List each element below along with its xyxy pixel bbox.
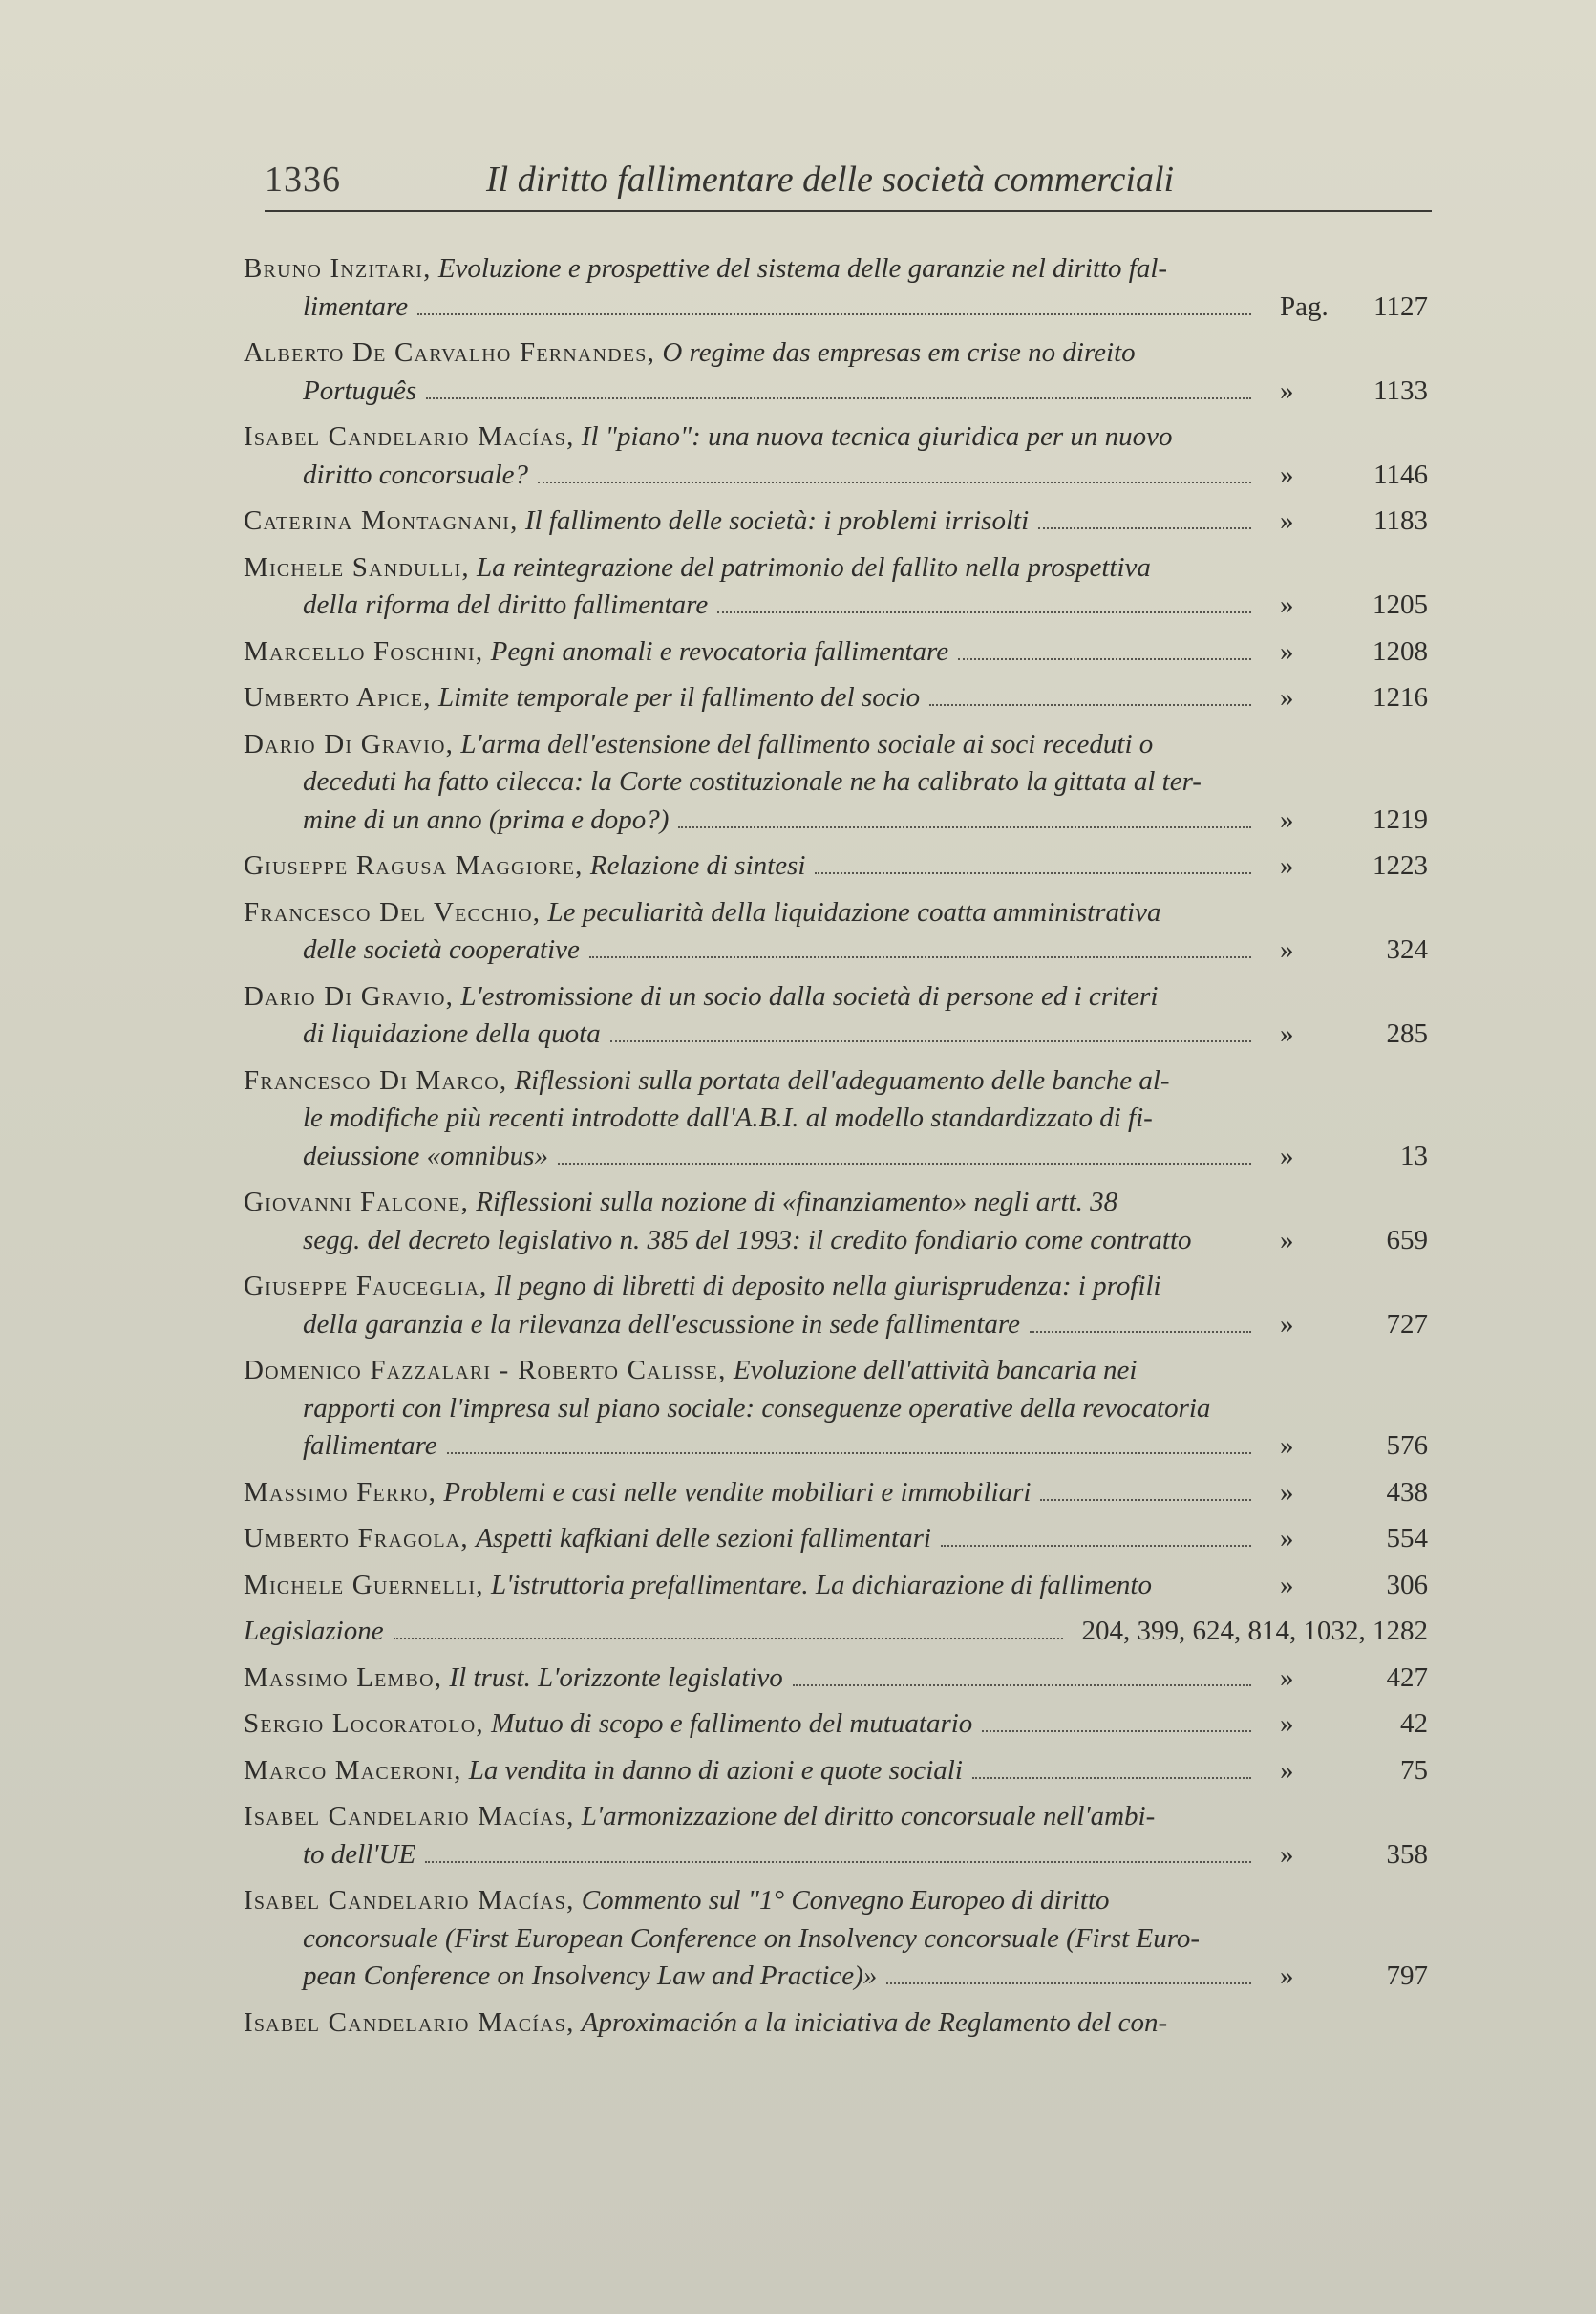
- entry-page-ref: [1261, 802, 1428, 840]
- entry-title-line: Evoluzione dell'attività bancaria nei: [733, 1355, 1138, 1385]
- entry-author: Bruno Inzitari,: [244, 253, 432, 284]
- entry-title-line: pean Conference on Insolvency Law and Practice)»: [303, 1960, 878, 1991]
- page-number-ref: 797: [1386, 1960, 1428, 1991]
- entry-page-ref: [1261, 679, 1428, 718]
- entry-title-line: segg. del decreto legislativo n. 385 del 1993: il credito fondiario come contratto: [303, 1224, 1192, 1255]
- entry-author: Giovanni Falcone,: [244, 1187, 470, 1217]
- page-marker: »: [1280, 1708, 1294, 1739]
- page-number-ref: 659: [1386, 1224, 1428, 1255]
- toc-entry-line: [244, 679, 1428, 718]
- toc-entry-line: [244, 418, 1428, 457]
- page-marker: »: [1280, 1838, 1294, 1870]
- dot-leader: [538, 466, 1251, 483]
- toc-entry-line: [244, 1613, 1428, 1651]
- toc-entry-line: [244, 726, 1428, 764]
- entry-author: Massimo Lembo,: [244, 1661, 443, 1693]
- page-marker: »: [1280, 1018, 1294, 1049]
- entry-author: Giuseppe Fauceglia,: [244, 1271, 488, 1301]
- toc-entry-line: [244, 1752, 1428, 1790]
- entry-title-line: Relazione di sintesi: [589, 850, 806, 881]
- dot-leader: [941, 1530, 1251, 1547]
- entry-title-line: di liquidazione della quota: [303, 1018, 601, 1049]
- toc-entry-line: [244, 457, 1428, 495]
- toc-entry-line: [244, 1390, 1428, 1428]
- entry-page-ref: [1261, 1660, 1428, 1698]
- dot-leader: [717, 596, 1251, 613]
- entry-title-line: Problemi e casi nelle vendite mobiliari e immobiliari: [443, 1476, 1032, 1508]
- toc-entry-line: [244, 1520, 1428, 1558]
- dot-leader: [972, 1762, 1251, 1779]
- toc-entry-line: [244, 932, 1428, 970]
- entry-title-line: della garanzia e la rilevanza dell'escussione in sede fallimentare: [303, 1308, 1020, 1339]
- entry-title-line: delle società cooperative: [303, 934, 580, 965]
- toc-entry: [244, 1520, 1428, 1558]
- page-marker: »: [1280, 1140, 1294, 1171]
- entry-page-ref: [1261, 932, 1428, 970]
- entry-text: [244, 1752, 963, 1790]
- dot-leader: [886, 1967, 1251, 1984]
- toc-entry-line: [244, 1705, 1428, 1744]
- dot-leader: [982, 1715, 1251, 1732]
- toc-entry: [244, 334, 1428, 410]
- entry-author: Domenico Fazzalari - Roberto Calisse,: [244, 1355, 727, 1385]
- toc-entry: [244, 1752, 1428, 1790]
- entry-title-line: Riflessioni sulla portata dell'adeguamento delle banche al-: [514, 1064, 1170, 1096]
- toc-entry-line: [244, 1567, 1428, 1605]
- toc-entry-line: [244, 549, 1428, 588]
- page-number-ref: 1133: [1373, 375, 1428, 406]
- entry-title-line: L'istruttoria prefallimentare. La dichiarazione di fallimento: [490, 1569, 1152, 1600]
- page-marker: »: [1280, 1476, 1294, 1508]
- dot-leader: [678, 811, 1251, 828]
- entry-page-ref: [1261, 1427, 1428, 1466]
- page-marker: »: [1280, 1523, 1294, 1553]
- toc-entry: [244, 1474, 1428, 1512]
- toc-entry-line: [244, 1474, 1428, 1512]
- toc-entry-line: [244, 1138, 1428, 1176]
- page-marker: »: [1280, 1430, 1294, 1461]
- entry-author: Michele Guernelli,: [244, 1569, 484, 1600]
- book-title: Il diritto fallimentare delle società commerciali: [486, 160, 1175, 200]
- toc-entry-line: [244, 587, 1428, 625]
- entry-author: Sergio Locoratolo,: [244, 1708, 484, 1739]
- dot-leader: [426, 382, 1251, 399]
- page-marker: »: [1280, 1308, 1294, 1339]
- entry-title-line: Português: [303, 375, 417, 406]
- dot-leader: [1161, 1578, 1251, 1594]
- toc-entry-line: [244, 334, 1428, 373]
- entry-author: Alberto De Carvalho Fernandes,: [244, 337, 656, 368]
- toc-entry-line: [244, 2004, 1428, 2043]
- page-number: 1336: [265, 160, 341, 200]
- toc-entry-line: [244, 894, 1428, 932]
- toc-entry: [244, 726, 1428, 840]
- toc-entry-line: [244, 1016, 1428, 1054]
- page-number-ref: 1216: [1373, 682, 1428, 713]
- page-number-ref: 324: [1386, 934, 1428, 965]
- toc-entry: [244, 250, 1428, 326]
- page-number-ref: 42: [1400, 1708, 1428, 1739]
- entry-title-line: L'armonizzazione del diritto concorsuale nell'ambi-: [581, 1801, 1156, 1832]
- page-number-ref: 554: [1386, 1523, 1428, 1553]
- entry-title-line: Il "piano": una nuova tecnica giuridica per un nuovo: [581, 421, 1173, 452]
- entry-title-line: Commento sul "1° Convegno Europeo di diritto: [581, 1885, 1110, 1916]
- toc-entry: [244, 1882, 1428, 1996]
- entry-title-line: diritto concorsuale?: [303, 459, 529, 490]
- toc-entry: [244, 894, 1428, 970]
- dot-leader: [1030, 1316, 1251, 1333]
- entry-author: Isabel Candelario Macías,: [244, 1885, 575, 1916]
- entry-author: Dario Di Gravio,: [244, 980, 455, 1012]
- page-number-ref: 1219: [1373, 803, 1428, 835]
- page-marker: Pag.: [1280, 290, 1329, 322]
- page-number-ref: 306: [1386, 1569, 1428, 1600]
- table-of-contents: [244, 250, 1428, 2050]
- page-marker: »: [1280, 635, 1294, 667]
- page-number-ref: 13: [1400, 1140, 1428, 1171]
- page-number-ref: 1208: [1373, 635, 1428, 667]
- entry-text: [244, 847, 805, 886]
- toc-entry: [244, 1705, 1428, 1744]
- entry-author: Isabel Candelario Macías,: [244, 2006, 575, 2038]
- entry-author: Marco Maceroni,: [244, 1754, 462, 1786]
- toc-entry-legislation: [244, 1613, 1428, 1651]
- toc-entry: [244, 633, 1428, 672]
- entry-text: [244, 679, 920, 718]
- entry-author: Umberto Fragola,: [244, 1523, 469, 1553]
- entry-page-ref: [1261, 1306, 1428, 1344]
- toc-entry: [244, 1352, 1428, 1466]
- dot-leader: [447, 1437, 1251, 1454]
- entry-page-ref: [1261, 1520, 1428, 1558]
- entry-text: [244, 503, 1029, 541]
- entry-text: [244, 1474, 1031, 1512]
- entry-page-ref: [1261, 1752, 1428, 1790]
- dot-leader: [610, 1025, 1251, 1042]
- toc-entry-line: [244, 289, 1428, 327]
- entry-page-ref: [1261, 503, 1428, 541]
- entry-title-line: della riforma del diritto fallimentare: [303, 589, 709, 620]
- dot-leader: [793, 1669, 1251, 1686]
- entry-title-line: Evoluzione e prospettive del sistema delle garanzie nel diritto fal-: [437, 253, 1168, 284]
- entry-text: [244, 1660, 783, 1698]
- toc-entry-line: [244, 1100, 1428, 1138]
- entry-title-line: Le peculiarità della liquidazione coatta amministrativa: [547, 896, 1161, 928]
- entry-title-line: to dell'UE: [303, 1838, 416, 1870]
- toc-entry-line: [244, 373, 1428, 411]
- toc-entry-line: [244, 802, 1428, 840]
- entry-author: Massimo Ferro,: [244, 1476, 437, 1508]
- entry-author: Umberto Apice,: [244, 682, 432, 713]
- entry-page-ref: [1261, 633, 1428, 672]
- page-marker: »: [1280, 459, 1294, 490]
- entry-title-line: Il pegno di libretti di deposito nella giurisprudenza: i profili: [494, 1271, 1161, 1301]
- legislation-label: Legislazione: [244, 1616, 384, 1646]
- entry-title-line: O regime das empresas em crise no direito: [662, 337, 1136, 368]
- toc-entry: [244, 503, 1428, 541]
- page-number-ref: 1223: [1373, 850, 1428, 881]
- page-number-ref: 576: [1386, 1430, 1428, 1461]
- toc-entry-line: [244, 1352, 1428, 1390]
- toc-entry-line: [244, 250, 1428, 289]
- entry-page-ref: [1261, 587, 1428, 625]
- entry-title-line: Riflessioni sulla nozione di «finanziamento» negli artt. 38: [476, 1187, 1118, 1217]
- page-number-ref: 1146: [1373, 459, 1428, 490]
- toc-entry-line: [244, 1268, 1428, 1306]
- page-number-ref: 75: [1400, 1754, 1428, 1786]
- legislation-pages: 204, 399, 624, 814, 1032, 1282: [1081, 1616, 1428, 1646]
- entry-title-line: le modifiche più recenti introdotte dall'A.B.I. al modello standardizzato di fi-: [303, 1103, 1153, 1133]
- entry-author: Giuseppe Ragusa Maggiore,: [244, 850, 584, 881]
- entry-page-ref: [1261, 1474, 1428, 1512]
- toc-entry-line: [244, 763, 1428, 802]
- entry-page-ref: [1261, 373, 1428, 411]
- toc-entry-line: [244, 1222, 1428, 1260]
- entry-page-ref: [1261, 847, 1428, 886]
- entry-page-ref: [1261, 1958, 1428, 1996]
- entry-title-line: concorsuale (First European Conference on Insolvency concorsuale (First Euro-: [303, 1922, 1201, 1954]
- entry-title-line: rapporti con l'impresa sul piano sociale: conseguenze operative della revocatoria: [303, 1392, 1211, 1424]
- page-marker: »: [1280, 1754, 1294, 1786]
- toc-entry: [244, 418, 1428, 494]
- toc-entry-line: [244, 1882, 1428, 1920]
- entry-title-line: La vendita in danno di azioni e quote sociali: [468, 1754, 963, 1786]
- page-marker: »: [1280, 1569, 1294, 1600]
- page-number-ref: 727: [1386, 1308, 1428, 1339]
- toc-entry-line: [244, 978, 1428, 1017]
- dot-leader: [958, 643, 1251, 660]
- entry-author: Caterina Montagnani,: [244, 505, 519, 536]
- entry-page-ref: [1261, 1222, 1428, 1260]
- toc-entry: [244, 679, 1428, 718]
- toc-entry: [244, 1567, 1428, 1605]
- toc-entry-line: [244, 1920, 1428, 1959]
- entry-author: Isabel Candelario Macías,: [244, 1801, 575, 1832]
- entry-title-line: L'estromissione di un socio dalla società di persone ed i criteri: [460, 980, 1159, 1012]
- entry-page-ref: [1261, 1016, 1428, 1054]
- entry-title-line: Il trust. L'orizzonte legislativo: [449, 1661, 783, 1693]
- toc-entry: [244, 1660, 1428, 1698]
- dot-leader: [394, 1622, 1063, 1639]
- entry-title-line: Aspetti kafkiani delle sezioni fallimentari: [476, 1523, 931, 1553]
- entry-text: [244, 1705, 972, 1744]
- entry-author: Isabel Candelario Macías,: [244, 421, 575, 452]
- page-marker: »: [1280, 1661, 1294, 1693]
- entry-author: Michele Sandulli,: [244, 551, 470, 583]
- toc-entry: [244, 978, 1428, 1054]
- entry-title-line: limentare: [303, 290, 409, 322]
- entry-text: [244, 633, 948, 672]
- page-number-ref: 1183: [1373, 505, 1428, 536]
- entry-title-line: Aproximación a la iniciativa de Reglamento del con-: [581, 2006, 1168, 2038]
- entry-title-line: Il fallimento delle società: i problemi irrisolti: [524, 505, 1030, 536]
- toc-entry: [244, 2004, 1428, 2043]
- entry-text: [244, 1520, 931, 1558]
- dot-leader: [1202, 1233, 1251, 1249]
- page-marker: »: [1280, 589, 1294, 620]
- toc-entry: [244, 549, 1428, 625]
- toc-entry-line: [244, 847, 1428, 886]
- entry-title-line: L'arma dell'estensione del fallimento sociale ai soci receduti o: [460, 728, 1154, 760]
- entry-title-line: Pegni anomali e revocatoria fallimentare: [490, 635, 949, 667]
- toc-entry: [244, 1184, 1428, 1259]
- page-marker: »: [1280, 1960, 1294, 1991]
- dot-leader: [425, 1846, 1251, 1863]
- dot-leader: [558, 1147, 1251, 1165]
- dot-leader: [417, 298, 1251, 315]
- entry-page-ref: [1261, 289, 1428, 327]
- toc-entry-line: [244, 1062, 1428, 1101]
- dot-leader: [815, 857, 1251, 874]
- toc-entry-line: [244, 1306, 1428, 1344]
- toc-entry: [244, 1062, 1428, 1176]
- entry-author: Francesco Di Marco,: [244, 1064, 508, 1096]
- toc-entry-line: [244, 1660, 1428, 1698]
- dot-leader: [929, 689, 1251, 706]
- entry-author: Marcello Foschini,: [244, 635, 484, 667]
- entry-author: Francesco Del Vecchio,: [244, 896, 542, 928]
- toc-entry-line: [244, 1184, 1428, 1222]
- running-head: [265, 155, 1432, 212]
- entry-author: Dario Di Gravio,: [244, 728, 455, 760]
- page-number-ref: 438: [1386, 1476, 1428, 1508]
- dot-leader: [589, 941, 1251, 958]
- toc-entry-line: [244, 1836, 1428, 1875]
- toc-entry-line: [244, 503, 1428, 541]
- toc-entry-line: [244, 1958, 1428, 1996]
- entry-page-ref: [1261, 1705, 1428, 1744]
- page-number-ref: 1127: [1373, 290, 1428, 322]
- page-number-ref: 358: [1386, 1838, 1428, 1870]
- entry-title-line: Limite temporale per il fallimento del socio: [437, 682, 921, 713]
- entry-page-ref: [1261, 1567, 1428, 1605]
- entry-page-ref: [1261, 1836, 1428, 1875]
- entry-title-line: deceduti ha fatto cilecca: la Corte costituzionale ne ha calibrato la gittata al ter-: [303, 766, 1202, 797]
- entry-page-ref: [1261, 1138, 1428, 1176]
- toc-entry: [244, 847, 1428, 886]
- entry-title-line: fallimentare: [303, 1430, 437, 1461]
- page-marker: »: [1280, 375, 1294, 406]
- toc-entry-line: [244, 1798, 1428, 1836]
- page-number-ref: 427: [1386, 1661, 1428, 1693]
- entry-title-line: mine di un anno (prima e dopo?): [303, 803, 670, 835]
- entry-title-line: Mutuo di scopo e fallimento del mutuatario: [491, 1708, 973, 1739]
- page-number-ref: 1205: [1373, 589, 1428, 620]
- toc-entry-line: [244, 633, 1428, 672]
- entry-text: [244, 1567, 1152, 1605]
- page-marker: »: [1280, 803, 1294, 835]
- page-marker: »: [1280, 850, 1294, 881]
- entry-page-ref: [1261, 457, 1428, 495]
- page-marker: »: [1280, 934, 1294, 965]
- entry-title-line: deiussione «omnibus»: [303, 1140, 548, 1171]
- page-marker: »: [1280, 1224, 1294, 1255]
- toc-entry-line: [244, 1427, 1428, 1466]
- toc-entry: [244, 1268, 1428, 1343]
- page-number-ref: 285: [1386, 1018, 1428, 1049]
- page-marker: »: [1280, 505, 1294, 536]
- page-marker: »: [1280, 682, 1294, 713]
- dot-leader: [1038, 512, 1251, 529]
- entry-title-line: La reintegrazione del patrimonio del fallito nella prospettiva: [477, 551, 1151, 583]
- toc-entry: [244, 1798, 1428, 1874]
- dot-leader: [1040, 1484, 1251, 1501]
